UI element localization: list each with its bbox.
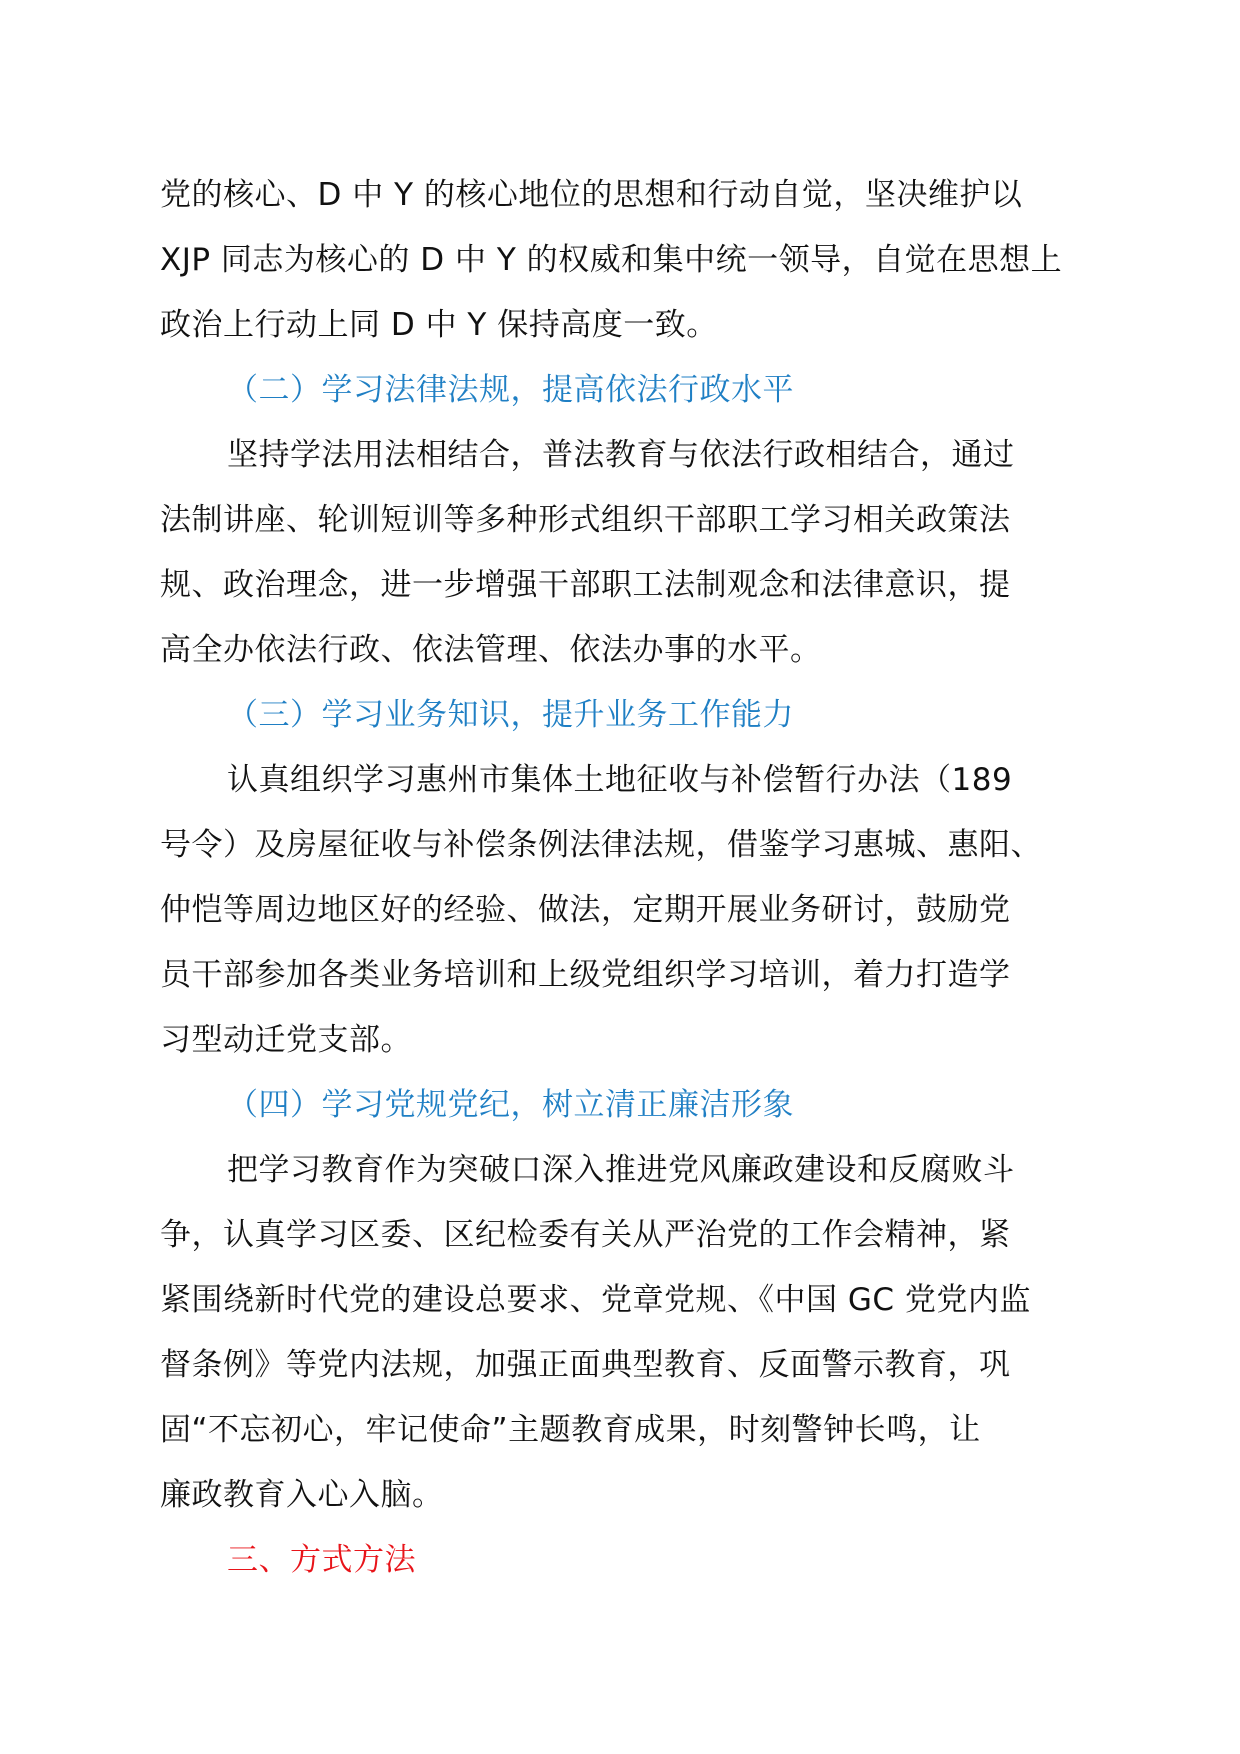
- section-heading-3: 三、方式方法: [227, 1542, 416, 1578]
- text-line: 员干部参加各类业务培训和上级党组织学习培训，着力打造学: [160, 957, 1011, 993]
- text-line: 紧围绕新时代党的建设总要求、党章党规、《中国 GC 党党内监: [160, 1282, 1031, 1318]
- paragraph-subsection-3: [160, 748, 1100, 1073]
- text-line: 廉政教育入心入脑。: [160, 1477, 444, 1513]
- paragraph-subsection-2: [160, 423, 1100, 683]
- document-body: [160, 163, 1100, 1593]
- subsection-heading-4: （四）学习党规党纪，树立清正廉洁形象: [227, 1087, 794, 1123]
- text-line: 党的核心、D 中 Y 的核心地位的思想和行动自觉，坚决维护以: [160, 177, 1023, 213]
- text-line: 督条例》等党内法规，加强正面典型教育、反面警示教育，巩: [160, 1347, 1011, 1383]
- subsection-heading-3: （三）学习业务知识，提升业务工作能力: [227, 697, 794, 733]
- text-line: 政治上行动上同 D 中 Y 保持高度一致。: [160, 307, 718, 343]
- text-line: 固“不忘初心，牢记使命”主题教育成果，时刻警钟长鸣，让: [160, 1412, 981, 1448]
- subsection-heading-2: （二）学习法律法规，提高依法行政水平: [227, 372, 794, 408]
- text-line: 法制讲座、轮训短训等多种形式组织干部职工学习相关政策法: [160, 502, 1011, 538]
- text-line: 仲恺等周边地区好的经验、做法，定期开展业务研讨，鼓励党: [160, 892, 1011, 928]
- text-line: 高全办依法行政、依法管理、依法办事的水平。: [160, 632, 822, 668]
- text-line: 号令）及房屋征收与补偿条例法律法规，借鉴学习惠城、惠阳、: [160, 827, 1042, 863]
- text-line: XJP 同志为核心的 D 中 Y 的权威和集中统一领导，自觉在思想上: [160, 242, 1063, 278]
- text-line: 规、政治理念，进一步增强干部职工法制观念和法律意识，提: [160, 567, 1011, 603]
- text-line: 坚持学法用法相结合，普法教育与依法行政相结合，通过: [227, 437, 1015, 473]
- paragraph-section-one-tail: [160, 163, 1100, 358]
- text-line: 把学习教育作为突破口深入推进党风廉政建设和反腐败斗: [227, 1152, 1015, 1188]
- text-line: 习型动迁党支部。: [160, 1022, 412, 1058]
- text-line: 争，认真学习区委、区纪检委有关从严治党的工作会精神，紧: [160, 1217, 1011, 1253]
- text-line: 认真组织学习惠州市集体土地征收与补偿暂行办法（189: [227, 762, 1013, 798]
- paragraph-subsection-4: [160, 1138, 1100, 1528]
